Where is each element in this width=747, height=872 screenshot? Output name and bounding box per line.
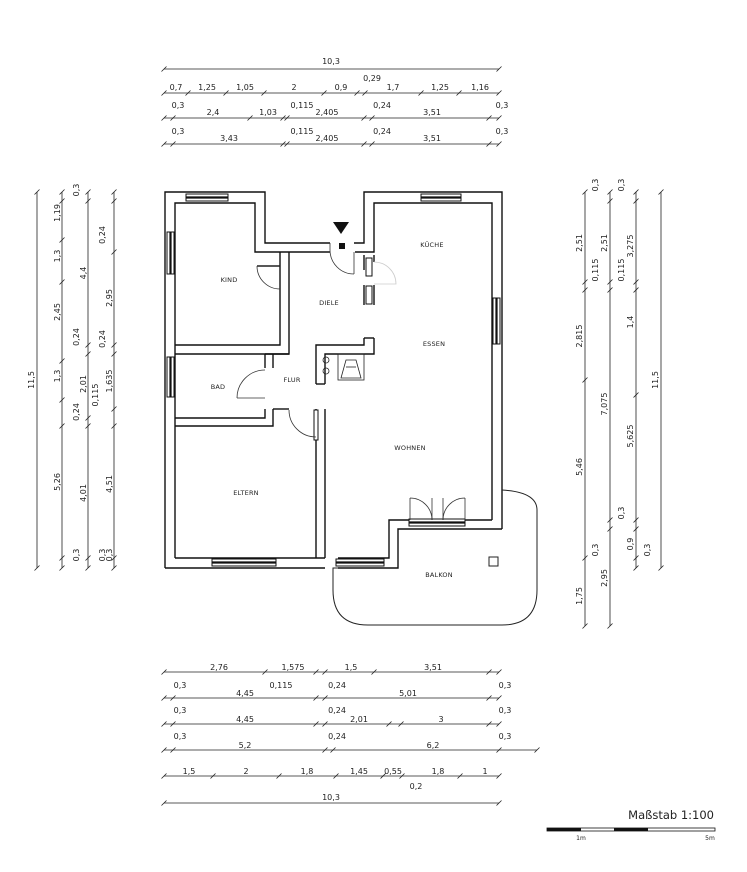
dim-bot-r6-0: 0,3: [173, 732, 187, 741]
dim-bot-r8-extra: 0,2: [409, 782, 423, 791]
dim-top-r3-0: 0,3: [171, 127, 185, 136]
room-label-wohnen: WOHNEN: [394, 444, 426, 452]
dim-left-c2-3: 2,45: [53, 303, 62, 321]
dim-lines-right: [585, 192, 661, 626]
dim-bot-r6-1: 0,24: [328, 732, 346, 741]
dim-right-c1-1: 2,815: [575, 324, 584, 348]
dim-bot-r8-5: 1,8: [431, 767, 445, 776]
dim-top-r1-7: 1,25: [431, 83, 449, 92]
balcony-post: [489, 557, 498, 566]
dim-top-r3-6: 0,3: [495, 127, 509, 136]
stove-icon: [323, 354, 364, 380]
eltern-door-swing: [289, 410, 316, 437]
windows: [167, 194, 500, 566]
dim-top-r2-0: 0,3: [171, 101, 185, 110]
dim-bot-r3-0: 4,45: [236, 689, 254, 698]
left-dimensions: [27, 184, 117, 571]
dim-right-c4: 11,5: [651, 371, 660, 389]
dim-ticks-bottom: [162, 670, 540, 806]
dim-left-c4-0: 2,95: [105, 289, 114, 307]
dim-right-c3-2: 0,115: [617, 258, 626, 282]
balcony-door-right: [443, 498, 465, 520]
balcony-door-left: [410, 498, 432, 520]
dim-top-r1-0: 0,7: [169, 83, 183, 92]
dim-bot-r3-1: 5,01: [399, 689, 417, 698]
dim-left-overall: 11,5: [27, 371, 36, 389]
window-kueche-side: [366, 258, 372, 276]
dim-left-c4-4: 0,3: [105, 548, 114, 562]
window-kueche-side-2: [366, 286, 372, 304]
room-label-kueche: KÜCHE: [420, 241, 444, 249]
walls: [165, 192, 502, 568]
room-label-diele: DIELE: [319, 299, 339, 307]
dim-top-r1-8: 1,16: [471, 83, 489, 92]
dim-left-c2-2: 1,3: [53, 249, 62, 263]
dim-bot-overall: 10,3: [322, 793, 340, 802]
scale-label-1m: 1m: [576, 835, 586, 842]
dim-top-overall: 10,3: [322, 57, 340, 66]
dim-bot-r5-1: 2,01: [350, 715, 368, 724]
dim-left-c3-2: 0,24: [98, 226, 107, 244]
dim-left-c3-5: 4,01: [79, 484, 88, 502]
dim-top-r3-3: 2,405: [315, 134, 339, 143]
dim-ticks-right: [583, 190, 664, 629]
dim-left-c2-6: 5,26: [53, 473, 62, 491]
dim-bot-r5-0: 4,45: [236, 715, 254, 724]
dim-bot-r8-6: 1: [482, 767, 488, 776]
dim-bot-r1-0: 2,76: [210, 663, 228, 672]
dim-bot-r4-1: 0,24: [328, 706, 346, 715]
scale-bar: [547, 808, 715, 842]
room-label-bad: BAD: [210, 383, 226, 391]
dim-right-c1-0: 2,51: [575, 234, 584, 252]
dim-right-c3-3: 3,275: [626, 234, 635, 258]
room-label-kind: KIND: [220, 276, 238, 284]
top-dimensions: [162, 57, 509, 147]
dim-top-r1-1: 1,25: [198, 83, 216, 92]
dim-left-c3-6: 0,3: [98, 548, 107, 562]
dim-top-r2-1: 2,4: [206, 108, 220, 117]
dim-top-r2-4: 2,405: [315, 108, 339, 117]
dim-top-r1-3: 2: [291, 83, 297, 92]
dim-bot-r2-2: 0,24: [328, 681, 346, 690]
dim-left-c2-1: 1,19: [53, 204, 62, 222]
dim-right-c3-5: 5,625: [626, 424, 635, 448]
scale-title: Maßstab 1:100: [628, 808, 714, 822]
right-dimensions: [575, 179, 664, 629]
dim-bot-r1-3: 3,51: [424, 663, 442, 672]
dim-bot-r2-3: 0,3: [498, 681, 512, 690]
room-label-essen: ESSEN: [422, 340, 446, 348]
dim-top-r3-4: 0,24: [373, 127, 391, 136]
bad-door-swing: [237, 370, 265, 398]
dim-left-c3-1: 4,4: [79, 266, 88, 280]
room-labels: [211, 240, 453, 579]
dim-bot-r1-1: 1,575: [281, 663, 305, 672]
dim-bot-r8-3: 1,45: [350, 767, 368, 776]
dim-left-c4-1: 0,24: [98, 330, 107, 348]
dim-bot-r8-2: 1,8: [300, 767, 314, 776]
kueche-door-swing: [374, 262, 396, 284]
dim-bot-r8-4: 0,55: [384, 767, 402, 776]
dim-top-r2-2: 1,03: [259, 108, 277, 117]
dim-bot-r4-2: 0,3: [498, 706, 512, 715]
bottom-dimensions: [162, 663, 540, 806]
dim-top-r2-3: 0,115: [290, 101, 314, 110]
scale-label-5m: 5m: [705, 835, 715, 842]
dim-top-r1-5: 0,29: [363, 74, 381, 83]
dim-bot-r8-1: 2: [243, 767, 249, 776]
entrance-arrow-icon: [333, 222, 349, 234]
dim-top-r1-4: 0,9: [334, 83, 348, 92]
dim-left-c2-0: 0,3: [72, 183, 81, 197]
dim-right-c3-extra: 0,3: [617, 506, 626, 520]
dim-lines-top: [164, 69, 499, 144]
dim-left-c3-0: 0,24: [72, 328, 81, 346]
dim-top-r3-2: 0,115: [290, 127, 314, 136]
dim-lines-left: [37, 192, 114, 568]
dim-left-c2-7: 0,3: [72, 548, 81, 562]
doors: [237, 243, 465, 520]
room-label-flur: FLUR: [283, 376, 301, 384]
dim-top-r1-6: 1,7: [386, 83, 400, 92]
dim-top-r3-1: 3,43: [220, 134, 238, 143]
dim-right-c3-4: 1,4: [626, 315, 635, 329]
window-flur-door: [314, 410, 318, 440]
dim-bot-r8-0: 1,5: [182, 767, 196, 776]
dim-lines-bottom: [164, 672, 537, 803]
dim-bot-r2-0: 0,3: [173, 681, 187, 690]
dim-left-c2-5: 0,24: [72, 403, 81, 421]
dim-bot-r7-1: 6,2: [426, 741, 440, 750]
dim-right-c3-1: 2,51: [600, 234, 609, 252]
dim-bot-r5-2: 3: [438, 715, 444, 724]
wall-fills: [339, 243, 345, 249]
room-label-eltern: ELTERN: [233, 489, 259, 497]
dim-right-c2-4: 2,95: [600, 569, 609, 587]
dim-top-r2-7: 0,3: [495, 101, 509, 110]
dim-top-r1-2: 1,05: [236, 83, 254, 92]
dim-right-c3-7: 0,3: [643, 543, 652, 557]
dim-right-c2-1: 0,115: [591, 258, 600, 282]
kind-door-swing: [257, 266, 280, 289]
dim-bot-r6-2: 0,3: [498, 732, 512, 741]
dim-right-c1-3: 1,75: [575, 587, 584, 605]
dim-right-c2-2: 7,075: [600, 392, 609, 416]
dim-left-c3-4: 0,115: [91, 383, 100, 407]
dim-right-c2-3: 0,3: [591, 543, 600, 557]
dim-left-c4-3: 4,51: [105, 475, 114, 493]
dim-right-c3-6: 0,9: [626, 537, 635, 551]
dim-left-c3-3: 2,01: [79, 375, 88, 393]
dim-left-c4-2: 1,635: [105, 369, 114, 393]
dim-top-r2-5: 0,24: [373, 101, 391, 110]
dim-bot-r2-1: 0,115: [269, 681, 293, 690]
dim-bot-r7-0: 5,2: [238, 741, 252, 750]
dim-right-c2-0: 0,3: [591, 178, 600, 192]
dim-bot-r1-2: 1,5: [344, 663, 358, 672]
dim-right-c1-2: 5,46: [575, 458, 584, 476]
room-label-balkon: BALKON: [425, 571, 453, 579]
dim-left-c2-4: 1,3: [53, 369, 62, 383]
dim-bot-r4-0: 0,3: [173, 706, 187, 715]
dim-top-r2-6: 3,51: [423, 108, 441, 117]
dim-top-r3-5: 3,51: [423, 134, 441, 143]
dim-right-c3-0: 0,3: [617, 178, 626, 192]
